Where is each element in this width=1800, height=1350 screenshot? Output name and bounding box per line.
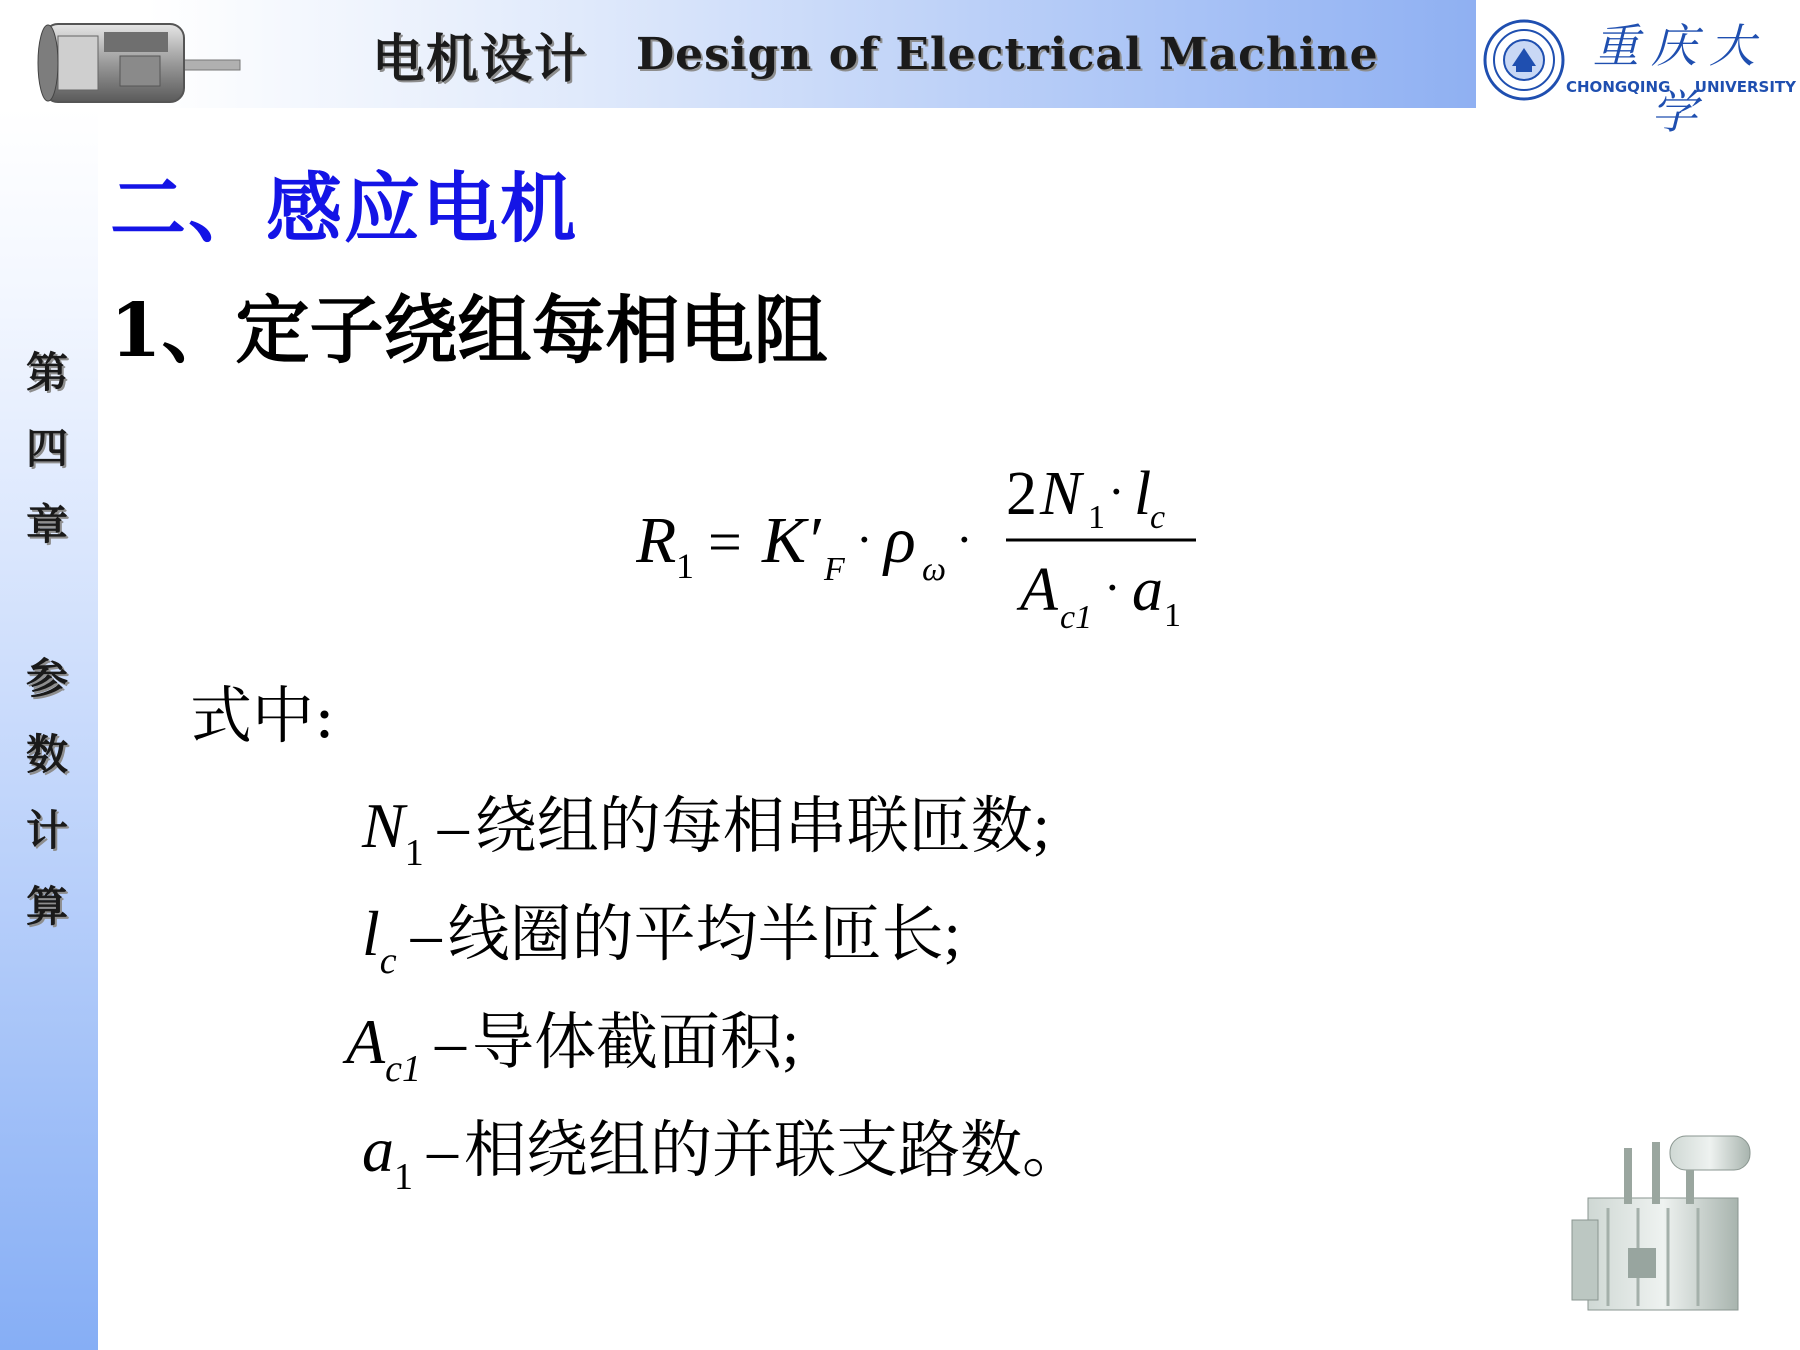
formula-num-n-sub: 1 xyxy=(1088,499,1105,536)
def-text: 绕组的每相串联匝数; xyxy=(474,793,1050,861)
def-sub: 1 xyxy=(404,832,424,874)
formula-equals: = xyxy=(708,509,742,575)
def-dash: – xyxy=(437,793,469,861)
motor-image xyxy=(24,12,244,116)
formula-dot-3: · xyxy=(1108,463,1125,519)
def-symbol: a xyxy=(362,1114,394,1185)
formula-lhs-sub: 1 xyxy=(676,546,694,586)
section-title: 二、感应电机 xyxy=(110,164,578,253)
formula-k-sub: F xyxy=(824,551,845,588)
definition-row xyxy=(362,776,1050,874)
formula-dot-1: · xyxy=(856,511,873,567)
formula-lhs: R xyxy=(636,504,677,577)
def-dash: – xyxy=(410,901,442,969)
def-sub: c xyxy=(379,940,397,982)
formula-rho-sub: ω xyxy=(922,551,947,588)
sidebar-char: 数 xyxy=(25,730,68,779)
formula-k: K′ xyxy=(762,504,821,577)
sidebar-char: 章 xyxy=(25,500,68,549)
sidebar-char: 算 xyxy=(25,882,68,931)
university-en-right: UNIVERSITY xyxy=(1694,78,1796,96)
formula-num-l-sub: c xyxy=(1150,499,1166,536)
formula-num-l: l xyxy=(1134,460,1152,528)
formula-den-a: A xyxy=(1020,556,1058,624)
definition-row xyxy=(362,884,961,982)
formula-num-coef: 2 xyxy=(1006,460,1037,528)
def-text: 相绕组的并联支路数。 xyxy=(464,1117,1085,1185)
formula-dot-2: · xyxy=(956,511,973,567)
def-text: 线圈的平均半匝长; xyxy=(447,901,961,969)
formula-den-a-sub: c1 xyxy=(1060,599,1093,636)
sidebar-char: 四 xyxy=(25,424,68,473)
header-title xyxy=(372,22,1379,90)
definition-row xyxy=(362,1100,1085,1198)
def-symbol: A xyxy=(346,1006,386,1077)
header-title-en: Design of Electrical Machine xyxy=(636,28,1379,80)
transformer-image xyxy=(1568,1128,1764,1318)
university-seal-icon xyxy=(1482,18,1566,102)
sidebar-char: 参 xyxy=(25,654,68,703)
where-label: 式中: xyxy=(190,679,335,752)
formula-num-n: N xyxy=(1040,460,1082,528)
def-dash: – xyxy=(434,1009,466,1077)
university-name-cn: 重庆大学 xyxy=(1593,19,1767,139)
def-symbol: l xyxy=(362,898,380,969)
def-dash: – xyxy=(427,1117,458,1185)
sidebar-char: 计 xyxy=(25,806,68,855)
university-en-left: CHONGQING xyxy=(1566,78,1671,96)
resistance-formula xyxy=(636,456,1196,636)
def-text: 导体截面积; xyxy=(471,1009,800,1077)
formula-den-small-a: a xyxy=(1132,556,1163,624)
formula-rho: ρ xyxy=(884,504,916,577)
def-symbol: N xyxy=(362,790,405,861)
subsection-title: 1、定子绕组每相电阻 xyxy=(110,288,828,374)
university-name-en xyxy=(1566,78,1796,96)
formula-den-small-a-sub: 1 xyxy=(1164,597,1181,634)
def-sub: 1 xyxy=(394,1156,413,1198)
header-title-cn: 电机设计 xyxy=(372,28,589,90)
def-sub: c1 xyxy=(385,1048,421,1090)
definition-row xyxy=(346,992,800,1090)
sidebar-char: 第 xyxy=(25,348,68,397)
formula-dot-4: · xyxy=(1104,559,1121,615)
